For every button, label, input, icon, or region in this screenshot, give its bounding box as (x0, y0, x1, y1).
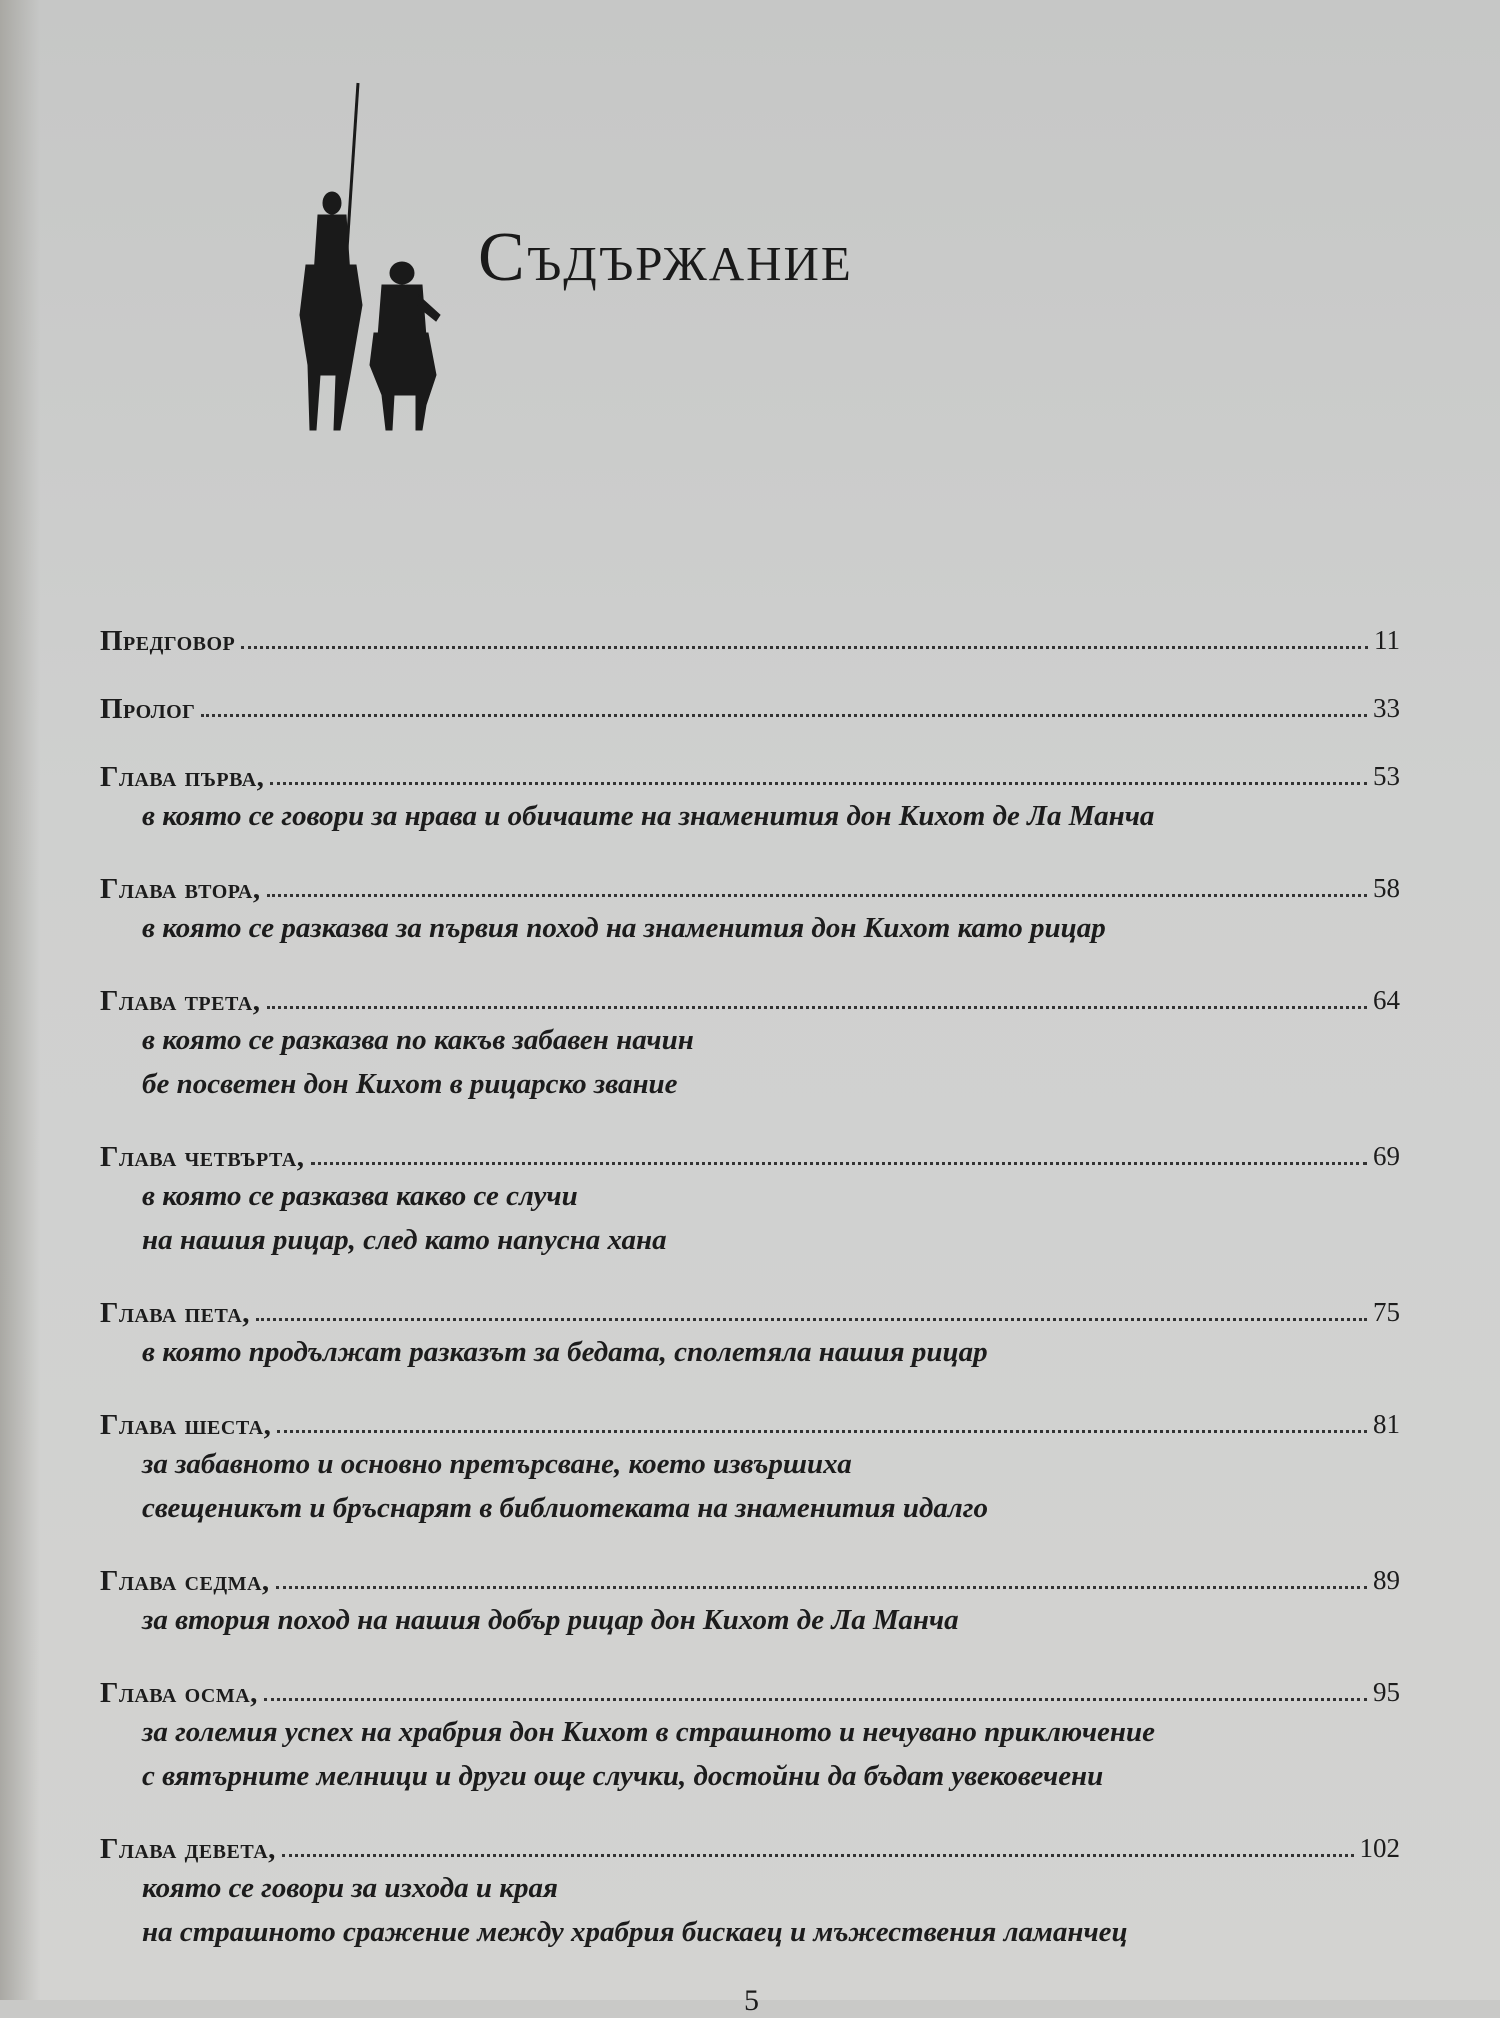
toc-entry (100, 1290, 1400, 1374)
chapter-description-line: която се говори за изхода и края (142, 1872, 558, 1904)
dot-leader (201, 714, 1367, 717)
dot-leader (277, 1430, 1367, 1433)
spine-shadow (0, 0, 40, 2000)
chapter-page-number: 69 (1373, 1141, 1400, 1171)
chapter-page-number: 11 (1374, 625, 1400, 655)
chapter-description-line: в която се разказва за първия поход на знаменития дон Кихот като рицар (142, 912, 1106, 944)
chapter-page-number: 58 (1373, 873, 1400, 903)
chapter-description-line: с вятърните мелници и други още случки, достойни да бъдат увековечени (142, 1760, 1104, 1792)
chapter-description-line: в която се разказва какво се случи (142, 1180, 578, 1212)
toc-entry-row (100, 1134, 1400, 1174)
chapter-page-number: 75 (1373, 1297, 1400, 1327)
toc-entry (100, 686, 1400, 726)
chapter-description-line: за втория поход на нашия добър рицар дон Кихот де Ла Манча (142, 1604, 959, 1636)
dot-leader (282, 1854, 1354, 1857)
chapter-page-number: 53 (1373, 761, 1400, 791)
chapter-page-number: 81 (1373, 1409, 1400, 1439)
toc-entry (100, 1826, 1400, 1954)
table-of-contents (100, 618, 1400, 1982)
chapter-description-line: за забавното и основно претърсване, което извършиха (142, 1448, 852, 1480)
dot-leader (256, 1318, 1367, 1321)
chapter-description-line: бе посветен дон Кихот в рицарско звание (142, 1068, 678, 1100)
chapter-description-line: в която продължат разказът за бедата, сполетяла нашия рицар (142, 1336, 988, 1368)
chapter-title: Глава пета, (100, 1297, 251, 1329)
chapter-title: Глава осма, (100, 1677, 258, 1709)
toc-entry-row (100, 686, 1400, 726)
toc-entry (100, 754, 1400, 838)
toc-entry-row (100, 866, 1400, 906)
dot-leader (276, 1586, 1367, 1589)
toc-entry-row (100, 1826, 1400, 1866)
chapter-title: Глава девета, (100, 1833, 276, 1865)
chapter-title: Глава първа, (100, 761, 265, 793)
dot-leader (267, 894, 1367, 897)
chapter-description-line: на страшното сражение между храбрия бискаец и мъжествения ламанчец (142, 1916, 1128, 1948)
toc-entry-row (100, 754, 1400, 794)
chapter-description-line: за големия успех на храбрия дон Кихот в страшното и нечувано приключение (142, 1716, 1156, 1748)
toc-entry-row (100, 1402, 1400, 1442)
dot-leader (270, 782, 1367, 785)
chapter-title: Предговор (100, 625, 236, 657)
dot-leader (267, 1006, 1367, 1009)
chapter-page-number: 89 (1373, 1565, 1400, 1595)
chapter-title: Пролог (100, 693, 196, 725)
toc-entry (100, 1134, 1400, 1262)
page-title: Съдържание (478, 219, 853, 296)
toc-entry-row (100, 1558, 1400, 1598)
chapter-title: Глава четвърта, (100, 1141, 305, 1173)
chapter-description-line: на нашия рицар, след като напусна хана (142, 1224, 667, 1256)
toc-entry-row (100, 1670, 1400, 1710)
chapter-page-number: 33 (1373, 693, 1400, 723)
chapter-page-number: 95 (1373, 1677, 1400, 1707)
dot-leader (241, 646, 1368, 649)
chapter-title: Глава втора, (100, 873, 261, 905)
toc-entry-row (100, 978, 1400, 1018)
toc-entry (100, 978, 1400, 1106)
chapter-description-line: в която се говори за нрава и обичаите на знаменития дон Кихот де Ла Манча (142, 800, 1155, 832)
toc-entry-row (100, 1290, 1400, 1330)
knight-and-squire-illustration (290, 75, 460, 435)
chapter-page-number: 102 (1359, 1833, 1400, 1863)
dot-leader (264, 1698, 1367, 1701)
toc-entry-row (100, 618, 1400, 658)
page-number-folio: 5 (744, 1984, 759, 2017)
dot-leader (311, 1162, 1367, 1165)
chapter-description-line: в която се разказва по какъв забавен начин (142, 1024, 694, 1056)
chapter-title: Глава шеста, (100, 1409, 272, 1441)
toc-entry (100, 1670, 1400, 1798)
toc-entry (100, 1558, 1400, 1642)
chapter-page-number: 64 (1373, 985, 1400, 1015)
chapter-title: Глава седма, (100, 1565, 270, 1597)
toc-entry (100, 866, 1400, 950)
chapter-description-line: свещеникът и бръснарят в библиотеката на знаменития идалго (142, 1492, 988, 1524)
chapter-title: Глава трета, (100, 985, 261, 1017)
toc-entry (100, 618, 1400, 658)
toc-entry (100, 1402, 1400, 1530)
